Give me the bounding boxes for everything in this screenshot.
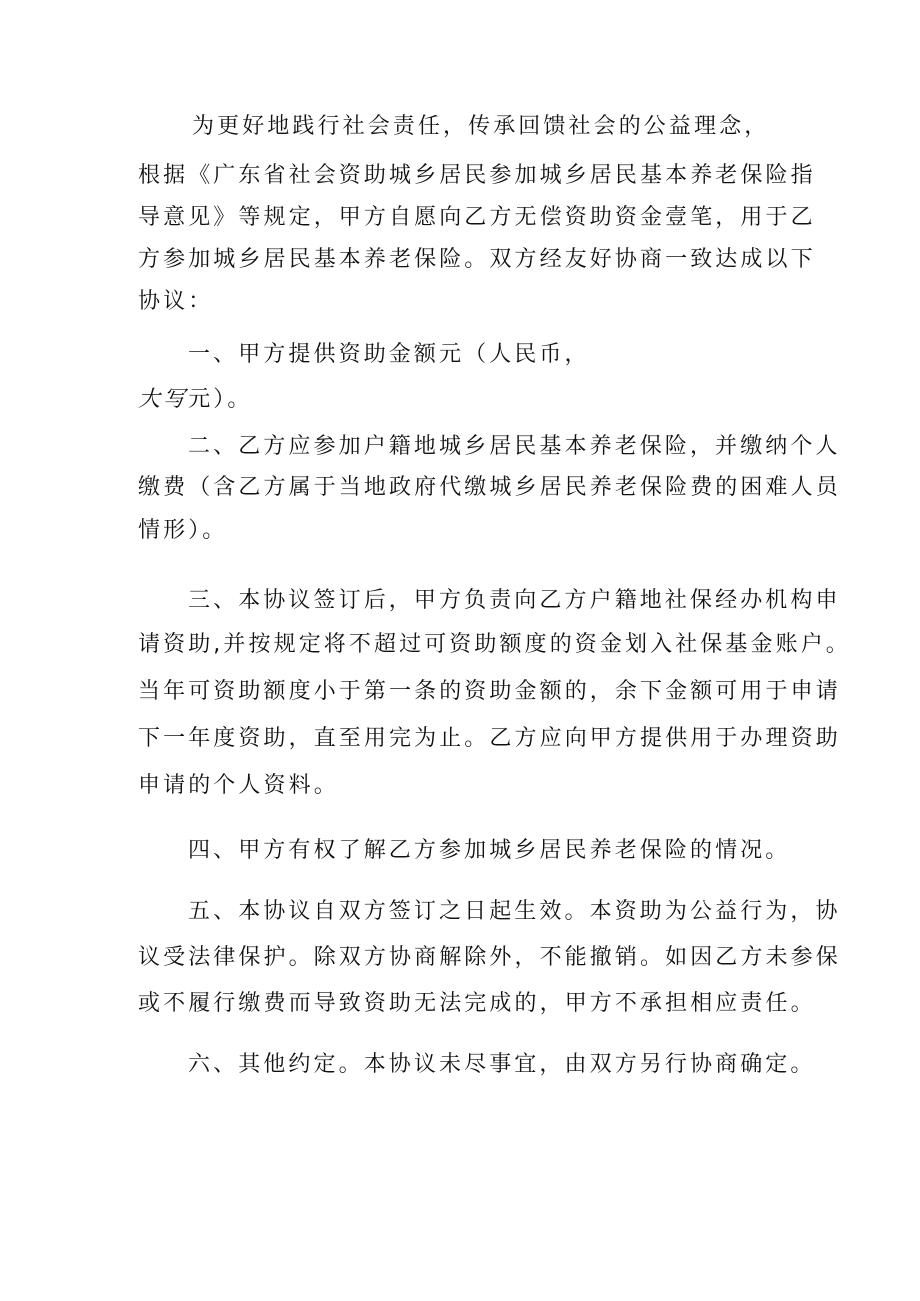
clause-2-line-3: 情形）。: [138, 518, 228, 543]
intro-line-4: 方参加城乡居民基本养老保险。双方经友好协商一致达成以下: [138, 247, 816, 272]
clause-3-line-1: 三、本协议签订后，甲方负责向乙方户籍地社保经办机构申: [188, 588, 841, 613]
intro-line-1: 为更好地践行社会责任，传承回馈社会的公益理念，: [192, 114, 770, 139]
intro-line-5: 协议：: [138, 289, 214, 314]
clause-1-line-2: [138, 385, 253, 415]
clause-5-line-3: 或不履行缴费而导致资助无法完成的，甲方不承担相应责任。: [138, 991, 816, 1016]
clause-5-line-2: 议受法律保护。除双方协商解除外，不能撤销。如因乙方未参保: [138, 945, 841, 970]
clause-3-line-2: 请资助,并按规定将不超过可资助额度的资金划入社保基金账户。: [138, 632, 851, 657]
clause-1-line-1: 一、甲方提供资助金额元（人民币，: [188, 342, 590, 367]
intro-line-2: 根据《广东省社会资助城乡居民参加城乡居民基本养老保险指: [138, 163, 816, 188]
clause-4-line-1: 四、甲方有权了解乙方参加城乡居民养老保险的情况。: [188, 838, 791, 863]
clause-1-line-2-rest: 元）。: [188, 387, 253, 412]
clause-1-italic-text: 大写: [138, 387, 189, 412]
clause-3-line-5: 申请的个人资料。: [138, 773, 339, 798]
clause-2-line-2: 缴费（含乙方属于当地政府代缴城乡居民养老保险费的困难人员: [138, 475, 841, 500]
clause-2-line-1: 二、乙方应参加户籍地城乡居民基本养老保险，并缴纳个人: [188, 434, 841, 459]
clause-3-line-3: 当年可资助额度小于第一条的资助金额的，余下金额可用于申请: [138, 679, 841, 704]
clause-5-line-1: 五、本协议自双方签订之日起生效。本资助为公益行为，协: [188, 899, 841, 924]
clause-6-line-1: 六、其他约定。本协议未尽事宜，由双方另行协商确定。: [188, 1052, 816, 1077]
clause-3-line-4: 下一年度资助，直至用完为止。乙方应向甲方提供用于办理资助: [138, 726, 841, 751]
intro-line-3: 导意见》等规定，甲方自愿向乙方无偿资助资金壹笔，用于乙: [138, 205, 816, 230]
